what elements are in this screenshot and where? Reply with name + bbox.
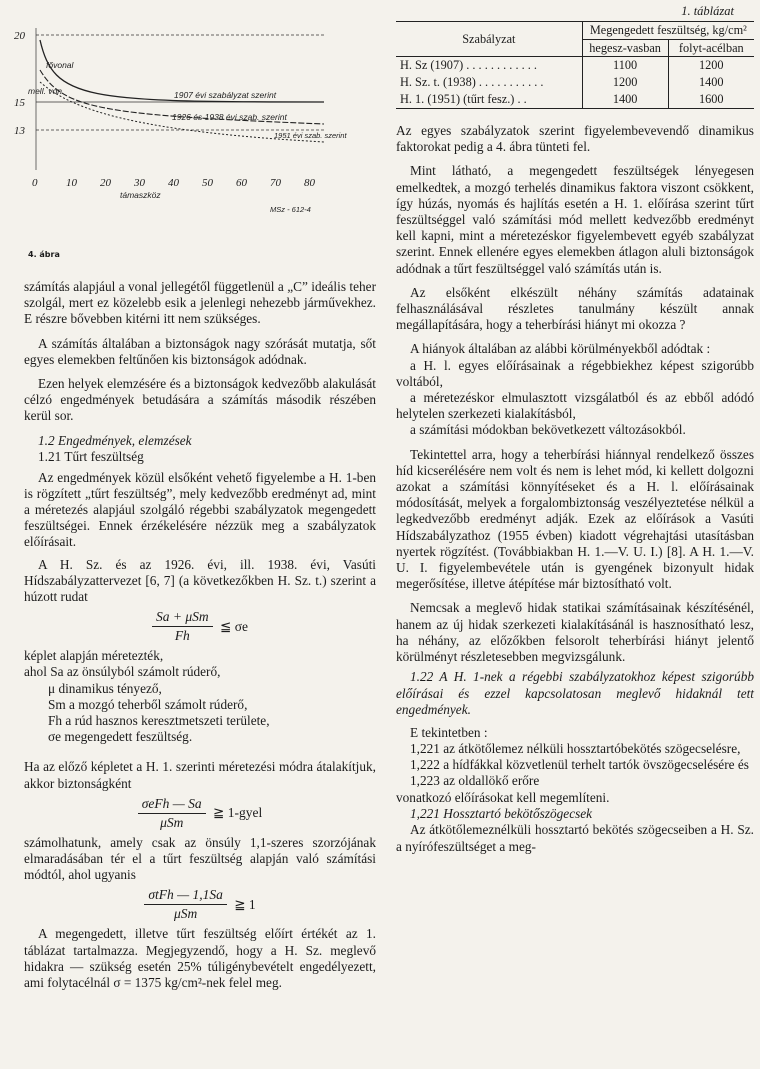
table-row — [396, 74, 754, 91]
paragraph: Nemcsak a meglevő hidak statikai számításainak készítésénél, hanem az új hidak szerkezeti kialakításánál is hasznosítható lesz, ha néhány, az előzőkben felsorolt teherbírási hiányt jelentő körülményt részletesebben megvizsgálunk. — [396, 600, 754, 665]
right-column — [396, 0, 754, 855]
subsection-heading: 1,221 Hossztartó bekötőszögecsek — [410, 805, 593, 821]
figure-stamp: MSz - 612-4 — [270, 205, 311, 214]
formula-denominator: μSm — [160, 814, 184, 830]
paragraph: A megengedett, illetve tűrt feszültség előírt értékét az 1. táblázat tartalmazza. Megjegyzendő, hogy a H. Sz. meglevő hidakra — szükség esetén 25% túligénybevételt engedélyezett, ami folytacélnál σ = 1375 kg/cm²-nek felel meg. — [24, 926, 376, 991]
paragraph: E tekintetben : — [410, 724, 488, 740]
dynamic-factor-figure — [14, 20, 376, 248]
y-tick-label: 15 — [14, 97, 25, 109]
paragraph: vonatkozó előírásokat kell megemlíteni. — [396, 789, 610, 805]
paragraph: Az engedmények közül elsőként vehető figyelembe a H. 1-ben is rögzített „tűrt feszültség”, mely kedvezőbb eredményt ad, mint a méretezés alapjául szolgáló régebbi szabályzatok megengedett feszültségei. Ennek érzékelésére nézzük meg a szabályzatok előírásait. — [24, 469, 376, 550]
left-column — [14, 0, 376, 991]
paragraph: Ezen helyek elemzésére és a biztonságok kedvezőbb alakulását célzó engedmények betudására a számítás második részében kerül sor. — [24, 376, 376, 424]
table-cell-value: 1100 — [582, 57, 668, 75]
list-item: 1,221 az átkötőlemez nélküli hossztartóbekötés szögecselésre, — [410, 741, 741, 756]
list-item: a méretezéskor elmulasztott vizsgálatból és az ebből adódó helytelen szerkezeti kialakításból, — [396, 390, 754, 422]
definition: ahol Sa az önsúlyból számolt rúderő, — [24, 664, 221, 680]
table-row — [396, 91, 754, 109]
definition-intro: képlet alapján méretezték, — [24, 648, 164, 664]
table-cell-regulation: H. Sz (1907) . . . . . . . . . . . . — [400, 58, 537, 72]
x-tick-label: 0 — [32, 177, 38, 189]
table-cell-value: 1200 — [582, 74, 668, 91]
table-cell-value: 1200 — [668, 57, 754, 75]
formula-numerator: σeFh — Sa — [138, 796, 206, 814]
table-cell-value: 1600 — [668, 91, 754, 109]
table-cell-regulation: H. 1. (1951) (tűrt fesz.) . . — [400, 92, 527, 106]
formula-relation: ≧ 1 — [234, 896, 256, 912]
paragraph: A számítás általában a biztonságok nagy szórását mutatja, sőt egyes elemekben feltűnően kis biztonságok adódnak. — [24, 335, 376, 367]
section-heading: 1.22 A H. 1-nek a régebbi szabályzatokhoz képest szigorúbb előírásai és ezzel kapcsolatosan meglevő hidaknál tett engedmények. — [396, 669, 754, 718]
formula-numerator: σtFh — 1,1Sa — [144, 887, 227, 905]
paragraph: Ha az előző képletet a H. 1. szerinti méretezési módra átalakítjuk, akkor biztonságként — [24, 759, 376, 791]
list-item: 1,222 a hídfákkal közvetlenül terhelt tartók övszögecselésére és — [410, 757, 749, 773]
formula-1 — [24, 609, 376, 644]
list-item: a H. l. egyes előírásainak a régebbiekhez képest szigorúbb voltából, — [396, 357, 754, 389]
curve-label-1907: 1907 évi szabályzat szerint — [174, 90, 277, 100]
section-heading: 1.2 Engedmények, elemzések — [38, 432, 192, 448]
x-tick-label: 40 — [168, 177, 179, 189]
formula-denominator: μSm — [173, 906, 198, 922]
symbol-definitions — [24, 648, 376, 745]
permissible-stress-table — [396, 21, 754, 109]
table-header-stress: Megengedett feszültség, kg/cm² — [582, 22, 754, 40]
formula-2 — [24, 796, 376, 831]
table-cell-value: 1400 — [668, 74, 754, 91]
formula-relation: ≦ σe — [220, 618, 248, 634]
table-header-regulation: Szabályzat — [396, 22, 582, 57]
list-item: a számítási módokban bekövetkezett változásokból. — [410, 422, 686, 438]
definition: σe megengedett feszültség. — [48, 729, 193, 745]
subsection-heading: 1.21 Tűrt feszültség — [38, 449, 144, 465]
paragraph: Tekintettel arra, hogy a teherbírási hiánnyal rendelkező összes híd kicserélésére nem volt és nem is lehet mód, ki kellett dolgozni azokat a számítási könnyítéseket és a H. l. előírásainak módosítását, melyek a forgalombiztonság veszélyeztetése nélkül a legkedvezőbb eredményt adják. Ezek az előírások a Vasúti Hídszabályzathoz (1955 évben) kiadott végrehajtási utasításban nyertek rögzítést. (Továbbiakban H. 1.—V. U. I.) [8]. A H. 1.—V. U. I. figyelembevétele után is gyengének bizonyult hidak megerősítése, illetve átépítése már biztosítható volt. — [396, 446, 754, 592]
formula-denominator: Fh — [174, 628, 190, 644]
definition: μ dinamikus tényező, — [48, 680, 162, 696]
x-tick-label: 50 — [202, 177, 213, 189]
table-header-wrought-iron: hegesz-vasban — [582, 40, 668, 57]
x-tick-label: 10 — [66, 177, 77, 189]
figure-caption: 4. ábra — [28, 250, 60, 259]
table-cell-regulation: H. Sz. t. (1938) . . . . . . . . . . . — [400, 75, 544, 89]
curve-label-fovonal: fővonal — [46, 60, 74, 70]
paragraph: Az egyes szabályzatok szerint figyelembevevendő dinamikus faktorokat pedig a 4. ábra tünteti fel. — [396, 123, 754, 155]
definition: Fh a rúd hasznos keresztmetszeti területe, — [48, 713, 270, 729]
table-header-steel: folyt-acélban — [668, 40, 754, 57]
paragraph: A H. Sz. és az 1926. évi, ill. 1938. évi, Vasúti Hídszabályzattervezet [6, 7] (a következőkben H. Sz. t.) szerint a húzott rudat — [24, 556, 376, 605]
formula-numerator: Sa + μSm — [152, 609, 213, 627]
curve-label-1951: 1951 évi szab. szerint — [274, 131, 347, 140]
paragraph: A hiányok általában az alábbi körülményekből adódtak : — [410, 341, 711, 357]
definition: Sm a mozgó teherből számolt rúderő, — [48, 696, 248, 712]
curve-label-1926: 1926 és 1938 évi szab. szerint — [172, 112, 287, 122]
paragraph: Mint látható, a megengedett feszültségek lényegesen emelkedtek, a mozgó terhelés dinamikus faktora viszont csökkent, így húzás, nyomás és hajlítás esetén a H. 1. előírása szerint tűrt feszültséggel való számítási mód mellett kedvezőbb eredményt kell kapni, mint a méretezéskor figyelembevett egyéb szabályzat szerint. Ennek ellenére egyes elemekben átlagon aluli biztonságok adódnak a tűrt feszültséggel való számítás után is. — [396, 163, 754, 276]
list-item: 1,223 az oldallökő erőre — [410, 773, 540, 789]
formula-3 — [24, 887, 376, 922]
curve-label-mellek: mell. von. — [28, 86, 65, 96]
paragraph: Az elsőként elkészült néhány számítás adatainak felhasználásával részletes tanulmány készült annak megállapítására, hogy a teherbírási hiányt mi okozza ? — [396, 284, 754, 333]
paragraph: számítás alapjául a vonal jellegétől függetlenül a „C” ideális teher szolgál, mert ez közelebb esik a jelenlegi nehezebb járművekhez. E részre bővebben kitérni itt nem szükséges. — [24, 279, 376, 327]
y-tick-label: 20 — [14, 30, 25, 42]
table-cell-value: 1400 — [582, 91, 668, 109]
x-axis-label: támaszköz — [120, 190, 161, 200]
paragraph: számolhatunk, amely csak az önsúly 1,1-szeres szorzójának elmaradásában tér el a tűrt feszültség alapján való számítási módtól, ahol ugyanis — [24, 834, 376, 883]
x-tick-label: 80 — [304, 177, 315, 189]
formula-relation: ≧ 1-gyel — [213, 805, 263, 821]
x-tick-label: 20 — [100, 177, 111, 189]
table-title: 1. táblázat — [681, 4, 734, 18]
y-tick-label: 13 — [14, 125, 25, 137]
paragraph: Az átkötőlemeznélküli hossztartó bekötés szögecseiben a H. Sz. a nyírófeszültséget a meg- — [396, 822, 754, 854]
table-row — [396, 57, 754, 75]
x-tick-label: 60 — [236, 177, 247, 189]
x-tick-label: 30 — [134, 177, 145, 189]
x-tick-label: 70 — [270, 177, 281, 189]
